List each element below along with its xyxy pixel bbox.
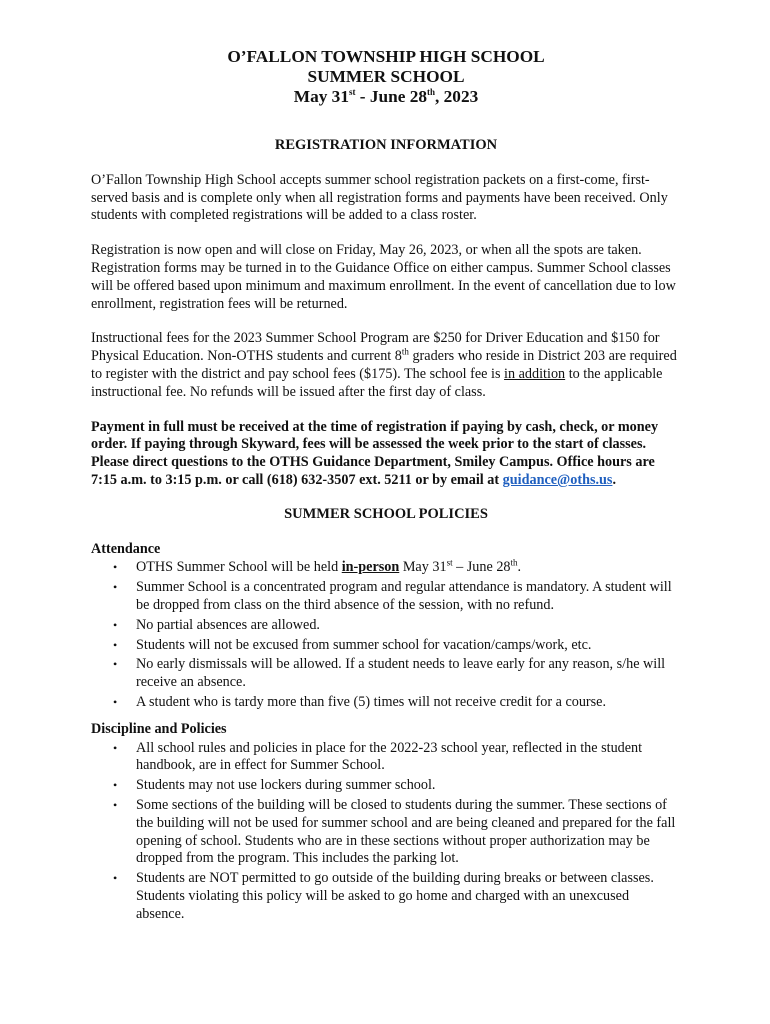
- in-person-underlined: in-person: [341, 559, 400, 576]
- list-item: • OTHS Summer School will be held in-person May 31st – June 28th.: [113, 557, 522, 576]
- document-header: [91, 47, 681, 107]
- bullet-icon: •: [113, 580, 118, 595]
- bullet-icon: •: [113, 637, 118, 652]
- program-name: SUMMER SCHOOL: [307, 67, 465, 86]
- list-item: • Students may not use lockers during summer school.: [113, 777, 436, 794]
- guidance-email-link[interactable]: guidance@oths.us: [502, 471, 613, 488]
- registration-paragraph-2: Registration is now open and will close on Friday, May 26, 2023, or when all the spots are taken. Registration forms may be turned in to the Guidance Office on either campus. Summer School classes will be offered based upon minimum and maximum enrollment. In the event of cancellation due to low enrollment, registration fees will be returned.: [91, 242, 676, 312]
- attendance-list: [91, 559, 681, 711]
- list-item: • Summer School is a concentrated program and regular attendance is mandatory. A student will be dropped from class on the third absence of the session, with no refund.: [113, 579, 672, 613]
- attendance-title: Attendance: [91, 540, 161, 557]
- list-item: • Students will not be excused from summer school for vacation/camps/work, etc.: [113, 636, 592, 653]
- program-dates: May 31st - June 28th, 2023: [293, 87, 479, 106]
- discipline-list: [91, 740, 681, 924]
- registration-paragraph-1: O’Fallon Township High School accepts summer school registration packets on a first-come, first-served basis and is complete only when all registration forms and payments have been received. Only students with completed registrations will be added to a class roster.: [91, 171, 668, 224]
- bullet-icon: •: [113, 778, 118, 793]
- list-item: • No partial absences are allowed.: [113, 616, 320, 633]
- bullet-icon: •: [113, 871, 118, 886]
- list-item: • No early dismissals will be allowed. If a student needs to leave early for any reason, s/he will receive an absence.: [113, 656, 666, 691]
- bullet-icon: •: [113, 797, 118, 812]
- discipline-title: Discipline and Policies: [91, 720, 227, 737]
- registration-heading: REGISTRATION INFORMATION: [274, 137, 498, 153]
- school-name: O’FALLON TOWNSHIP HIGH SCHOOL: [227, 47, 545, 66]
- bullet-icon: •: [113, 694, 118, 709]
- bullet-icon: •: [113, 657, 118, 672]
- bullet-icon: •: [113, 560, 118, 575]
- policies-heading: SUMMER SCHOOL POLICIES: [284, 505, 488, 522]
- bullet-icon: •: [113, 740, 118, 755]
- list-item: • Some sections of the building will be closed to students during the summer. These sections of the building will not be used for summer school and are being cleaned and prepared for the fall opening of school. Students who are in these sections without proper authorization may be dropped from the program. This includes the parking lot.: [113, 796, 676, 867]
- list-item: • A student who is tardy more than five (5) times will not receive credit for a course.: [113, 693, 607, 710]
- bullet-icon: •: [113, 617, 118, 632]
- payment-paragraph: Payment in full must be received at the time of registration if paying by cash, check, or money order. If paying through Skyward, fees will be assessed the week prior to the start of classes. Please direct questions to the OTHS Guidance Department, Smiley Campus. Office hours are 7:15 a.m. to 3:15 p.m. or call (618) 632-3507 ext. 5211 or by email at guidance@oths.us.: [91, 418, 659, 488]
- document-page: [91, 47, 681, 923]
- list-item: • All school rules and policies in place for the 2022-23 school year, reflected in the student handbook, are in effect for Summer School.: [113, 739, 643, 774]
- fees-paragraph: Instructional fees for the 2023 Summer School Program are $250 for Driver Education and $150 for Physical Education. Non-OTHS students and current 8th graders who reside in District 203 are required to register with the district and pay school fees ($175). The school fee is in addition to the applicable instructional fee. No refunds will be issued after the first day of class.: [91, 330, 677, 400]
- in-addition-underlined: in addition: [504, 365, 566, 382]
- list-item: • Students are NOT permitted to go outside of the building during breaks or between classes. Students violating this policy will be asked to go home and charged with an unexcused absence.: [113, 870, 654, 922]
